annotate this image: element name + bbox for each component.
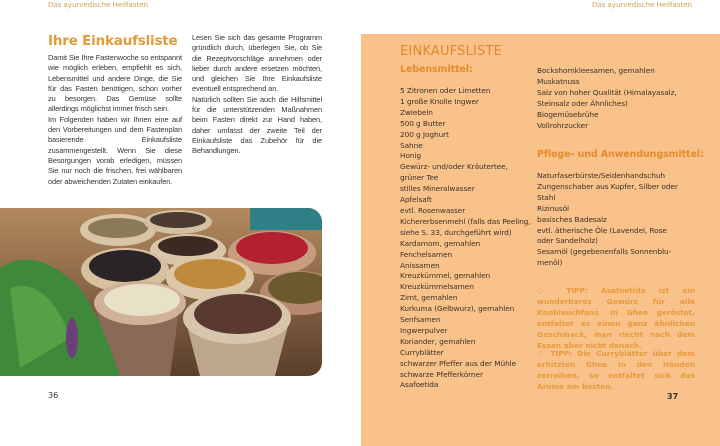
list-item: Kardamom, gemahlen [400,238,481,248]
list-item: Senfsamen [400,315,441,325]
tip-text: TIPP: Asafoetida ist ein wunderbares Gewürz für alle Knoblauchfans. In Ghee geröstet, entfaltet es einen ganz ähnlichen Geschmack, man riecht nach dem Essen aber nicht danach. [537,286,696,350]
list-item: 5 Zitronen oder Limetten [400,86,491,95]
list-item: 1 große Knolle Ingwer [400,96,479,106]
list-item: Stahl [537,192,556,202]
list-item: Anissamen [400,260,440,270]
list-item: Zwiebeln [400,107,433,117]
paragraph: Im Folgenden haben wir Ihnen eine auf den Vorbereitungen und dem Fastenplan basierende Einkaufsliste zusammengestellt. Wenn Sie diese Besorgungen vorab erledigen, müssen Sie nur noch die frischen, frei wählbaren oder abweichenden Zutaten einkaufen. [48,114,182,186]
page-number-right: 37 [667,392,679,401]
paragraph: Natürlich sollten Sie auch die Hilfsmittel für die unterstützenden Maßnahmen beim Fasten direkt zur Hand haben, daher umfasst der zweite Teil der Einkaufsliste das Zubehör für die Behandlungen. [192,94,322,156]
list-item: Kreuzkümmelsamen [400,282,474,292]
list-item: oder Sandelholz) [537,236,598,246]
list-item: Koriander, gemahlen [400,336,476,346]
list-item: Zimt, gemahlen [400,293,458,303]
care-heading: Pflege- und Anwendungsmittel: [537,149,704,160]
list-item: Muskatnuss [537,76,580,86]
spices-photo [0,208,322,376]
list-item: Zungenschaber aus Kupfer, Silber oder [537,181,678,191]
list-item: Vollrohrzucker [537,120,589,130]
list-item: Kurkuma (Gelbwurz), gemahlen [400,304,515,314]
list-title: EINKAUFSLISTE [400,44,503,59]
list-item: menöl) [537,258,563,268]
tip-curry [537,348,695,392]
list-item: siehe S. 33, durchgeführt wird) [400,227,512,237]
left-column-2 [192,33,322,157]
running-head-left: Das ayurvedische Heilfasten [48,1,148,9]
list-item: evtl. Rosenwasser [400,205,466,215]
list-item: Biogemüsebrühe [537,109,599,119]
list-item: Gewürz- und/oder Kräutertee, [400,162,508,172]
list-item: Apfelsaft [400,195,432,205]
paragraph: Damit Sie Ihre Fastenwoche so entspannt wie möglich erleben, empfiehlt es sich, Lebensmittel und andere Dinge, die Sie für das Fasten benötigen, schon vorher zu besorgen. Das Gemüse sollte allerdings möglichst immer frisch sein. [48,53,182,114]
list-item: Kichererbsenmehl (falls das Peeling, [400,216,531,226]
list-item: schwarze Pfefferkörner [400,369,483,379]
list-item: Bockshornkleesamen, gemahlen [537,66,655,75]
list-item: Steinsalz oder Ähnliches) [537,98,628,108]
list-item: evtl. ätherische Öle (Lavendel, Rose [537,225,667,235]
list-item: schwarzer Pfeffer aus der Mühle [400,358,517,368]
list-item: Naturfaserbürste/Seidenhandschuh [537,171,666,180]
page-number-left: 36 [48,391,59,400]
list-item: Curryblätter [400,347,444,357]
food-heading: Lebensmittel: [400,64,473,75]
tip-text: TIPP: Die Curryblätter über dem erhitzten Ghee in den Händen zerreiben, so entfaltet sich das Aroma am besten. [537,349,696,391]
list-item: Asafoetida [400,380,439,390]
list-item: Honig [400,151,422,161]
list-item: Ingwerpulver [400,325,448,335]
diamond-arrow-icon: ◇ [537,286,554,295]
list-item: grüner Tee [400,173,439,183]
food-list-col2 [537,66,677,131]
list-item: Rizinusöl [537,203,570,213]
page-heading: Ihre Einkaufsliste [48,33,178,49]
food-list-col1 [400,86,531,391]
list-item: Kreuzkümmel, gemahlen [400,271,491,281]
diamond-arrow-icon: ◇ [537,349,546,358]
running-head-right: Das ayurvedische Heilfasten [592,1,692,9]
paragraph: Lesen Sie sich das gesamte Programm gründlich durch, überlegen Sie, ob Sie die Rezeptvorschläge annehmen oder lieber durch andere ersetzen möchten, und gleichen Sie Ihre Einkaufsliste eventuell entsprechend an. [192,33,322,94]
list-item: 200 g Joghurt [400,129,449,139]
list-item: stilles Mineralwasser [400,184,475,194]
list-item: Sesamöl (gegebenenfalls Sonnenblu- [537,247,672,257]
list-item: basisches Badesalz [537,214,607,224]
list-item: Sahne [400,140,423,150]
left-column-1 [48,53,182,187]
tip-asafoetida [537,285,695,351]
list-item: 500 g Butter [400,118,446,128]
care-list [537,171,678,269]
list-item: Fenchelsamen [400,249,453,259]
list-item: Salz von hoher Qualität (Himalayasalz, [537,87,677,97]
